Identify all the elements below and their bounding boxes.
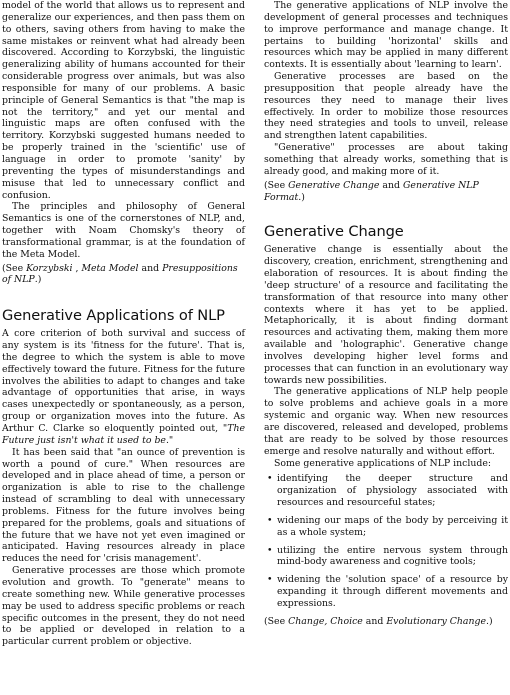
list-item: • widening the 'solution space' of a resource by expanding it through different movements and expressions. [267, 574, 508, 609]
cross-reference-link[interactable]: Generative Change [288, 179, 380, 191]
bullet-list [264, 473, 508, 609]
paragraph: model of the world that allows us to represent and generalize our experiences, and then pass them on to others, saving others from having to make the same mistakes or reinvent what had already been discovered. According to Korzybski, the linguistic generalizing ability of humans accounted for their considerable progress over animals, but was also responsible for many of our problems. A basic principle of General Semantics is that "the map is not the territory," and yet our mental and linguistic maps are often confused with the territory. Korzybski suggested humans needed to be properly trained in the 'scientific' use of language in order to promote 'sanity' by preventing the types of misunderstandings and misuse that led to unnecessary conflict and confusion. [2, 0, 245, 201]
paragraph: The principles and philosophy of General Semantics is one of the cornerstones of NLP, and, together with Noam Chomsky's theory of transformational grammar, is at the foundation of the Meta Model. [2, 201, 245, 260]
cross-reference-link[interactable]: Generative NLP Format. [264, 179, 479, 203]
paragraph: Some generative applications of NLP include: [274, 457, 492, 469]
paragraph: "Generative" processes are about taking something that already works, something that is already good, and making more of it. [264, 142, 508, 177]
paragraph: The generative applications of NLP involve the development of general processes and techniques to improve performance and manage change. It pertains to building 'horizontal' skills and resources which may be applied in many different contexts. It is essentially about 'learning to learn'. [264, 0, 508, 71]
paragraph: Generative change is essentially about the discovery, creation, enrichment, strengthening and elaboration of resources. It is about finding the 'deep structure' of a resource and facilitating the transformation of that resource into many other contexts where it has yet to be applied. Metaphorically, it is about finding dormant resources and activating them, making them more available and 'holographic'. Generative change involves developing higher level forms and processes that can function in an evolutionary way towards new possibilities. [264, 244, 508, 386]
left-column [2, 0, 245, 648]
see-also-reference: (See Korzybski , Meta Model and Presuppositions of NLP.) [2, 262, 238, 286]
section-heading: Generative Change [264, 223, 404, 241]
see-also-reference: (See Generative Change and Generative NLP Format.) [264, 179, 479, 203]
cross-reference-link[interactable]: Meta Model [81, 262, 139, 274]
paragraph: Generative processes are those which promote evolution and growth. To "generate" means to create something new. While generative processes may be used to address specific problems or reach specific outcomes in the present, they do not need to be applied or developed in relation to a particular current problem or objective. [2, 565, 245, 648]
paragraph: A core criterion of both survival and success of any system is its 'fitness for the future'. That is, the degree to which the system is able to move effectively toward the future. Fitness for the future involves the abilities to adapt to changes and take advantage of opportunities that arise, in ways cases unexpectedly or spontaneously, as a person, group or organization moves into the future. As Arthur C. Clarke so eloquently pointed out, "The Future just isn't what it used to be." [2, 328, 245, 446]
section-heading: Generative Applications of NLP [2, 307, 225, 325]
list-item: • identifying the deeper structure and organization of physiology associated with resources and resourceful states; [267, 473, 508, 509]
list-item: • utilizing the entire nervous system through mind-body awareness and cognitive tools; [267, 544, 508, 568]
quotation: The Future just isn't what it used to be." [2, 423, 245, 446]
cross-reference-link[interactable]: Korzybski [26, 262, 73, 274]
list-item: • widening our maps of the body by perceiving it as a whole system; [267, 514, 508, 538]
bullet-icon: • [267, 514, 273, 526]
bullet-icon: • [267, 544, 273, 556]
paragraph: Generative processes are based on the presupposition that people already have the resources they need to manage their lives effectively. In order to mobilize those resources they need strategies and tools to unveil, release and strengthen latent capabilities. [264, 71, 508, 142]
cross-reference-link[interactable]: Evolutionary Change [386, 615, 487, 627]
cross-reference-link[interactable]: Change, Choice [288, 615, 363, 627]
paragraph: It has been said that "an ounce of prevention is worth a pound of cure." When resources are developed and in place ahead of time, a person or organization is able to rise to the challenge instead of scrambling to deal with unnecessary problems. Fitness for the future involves being prepared for the problems, goals and situations of the future that we have not yet even imagined or anticipated. Having resources already in place reduces the need for 'crisis management'. [2, 446, 245, 565]
see-also-reference: (See Change, Choice and Evolutionary Change.) [264, 615, 493, 627]
right-column [264, 0, 508, 628]
cross-reference-link[interactable]: Presuppositions of NLP [2, 262, 238, 286]
bullet-icon: • [267, 473, 273, 485]
bullet-icon: • [267, 574, 273, 586]
paragraph: The generative applications of NLP help people to solve problems and achieve goals in a more systemic and organic way. When new resources are discovered, released and developed, problems that are ready to be solved by those resources emerge and resolve naturally and without effort. [264, 386, 508, 457]
